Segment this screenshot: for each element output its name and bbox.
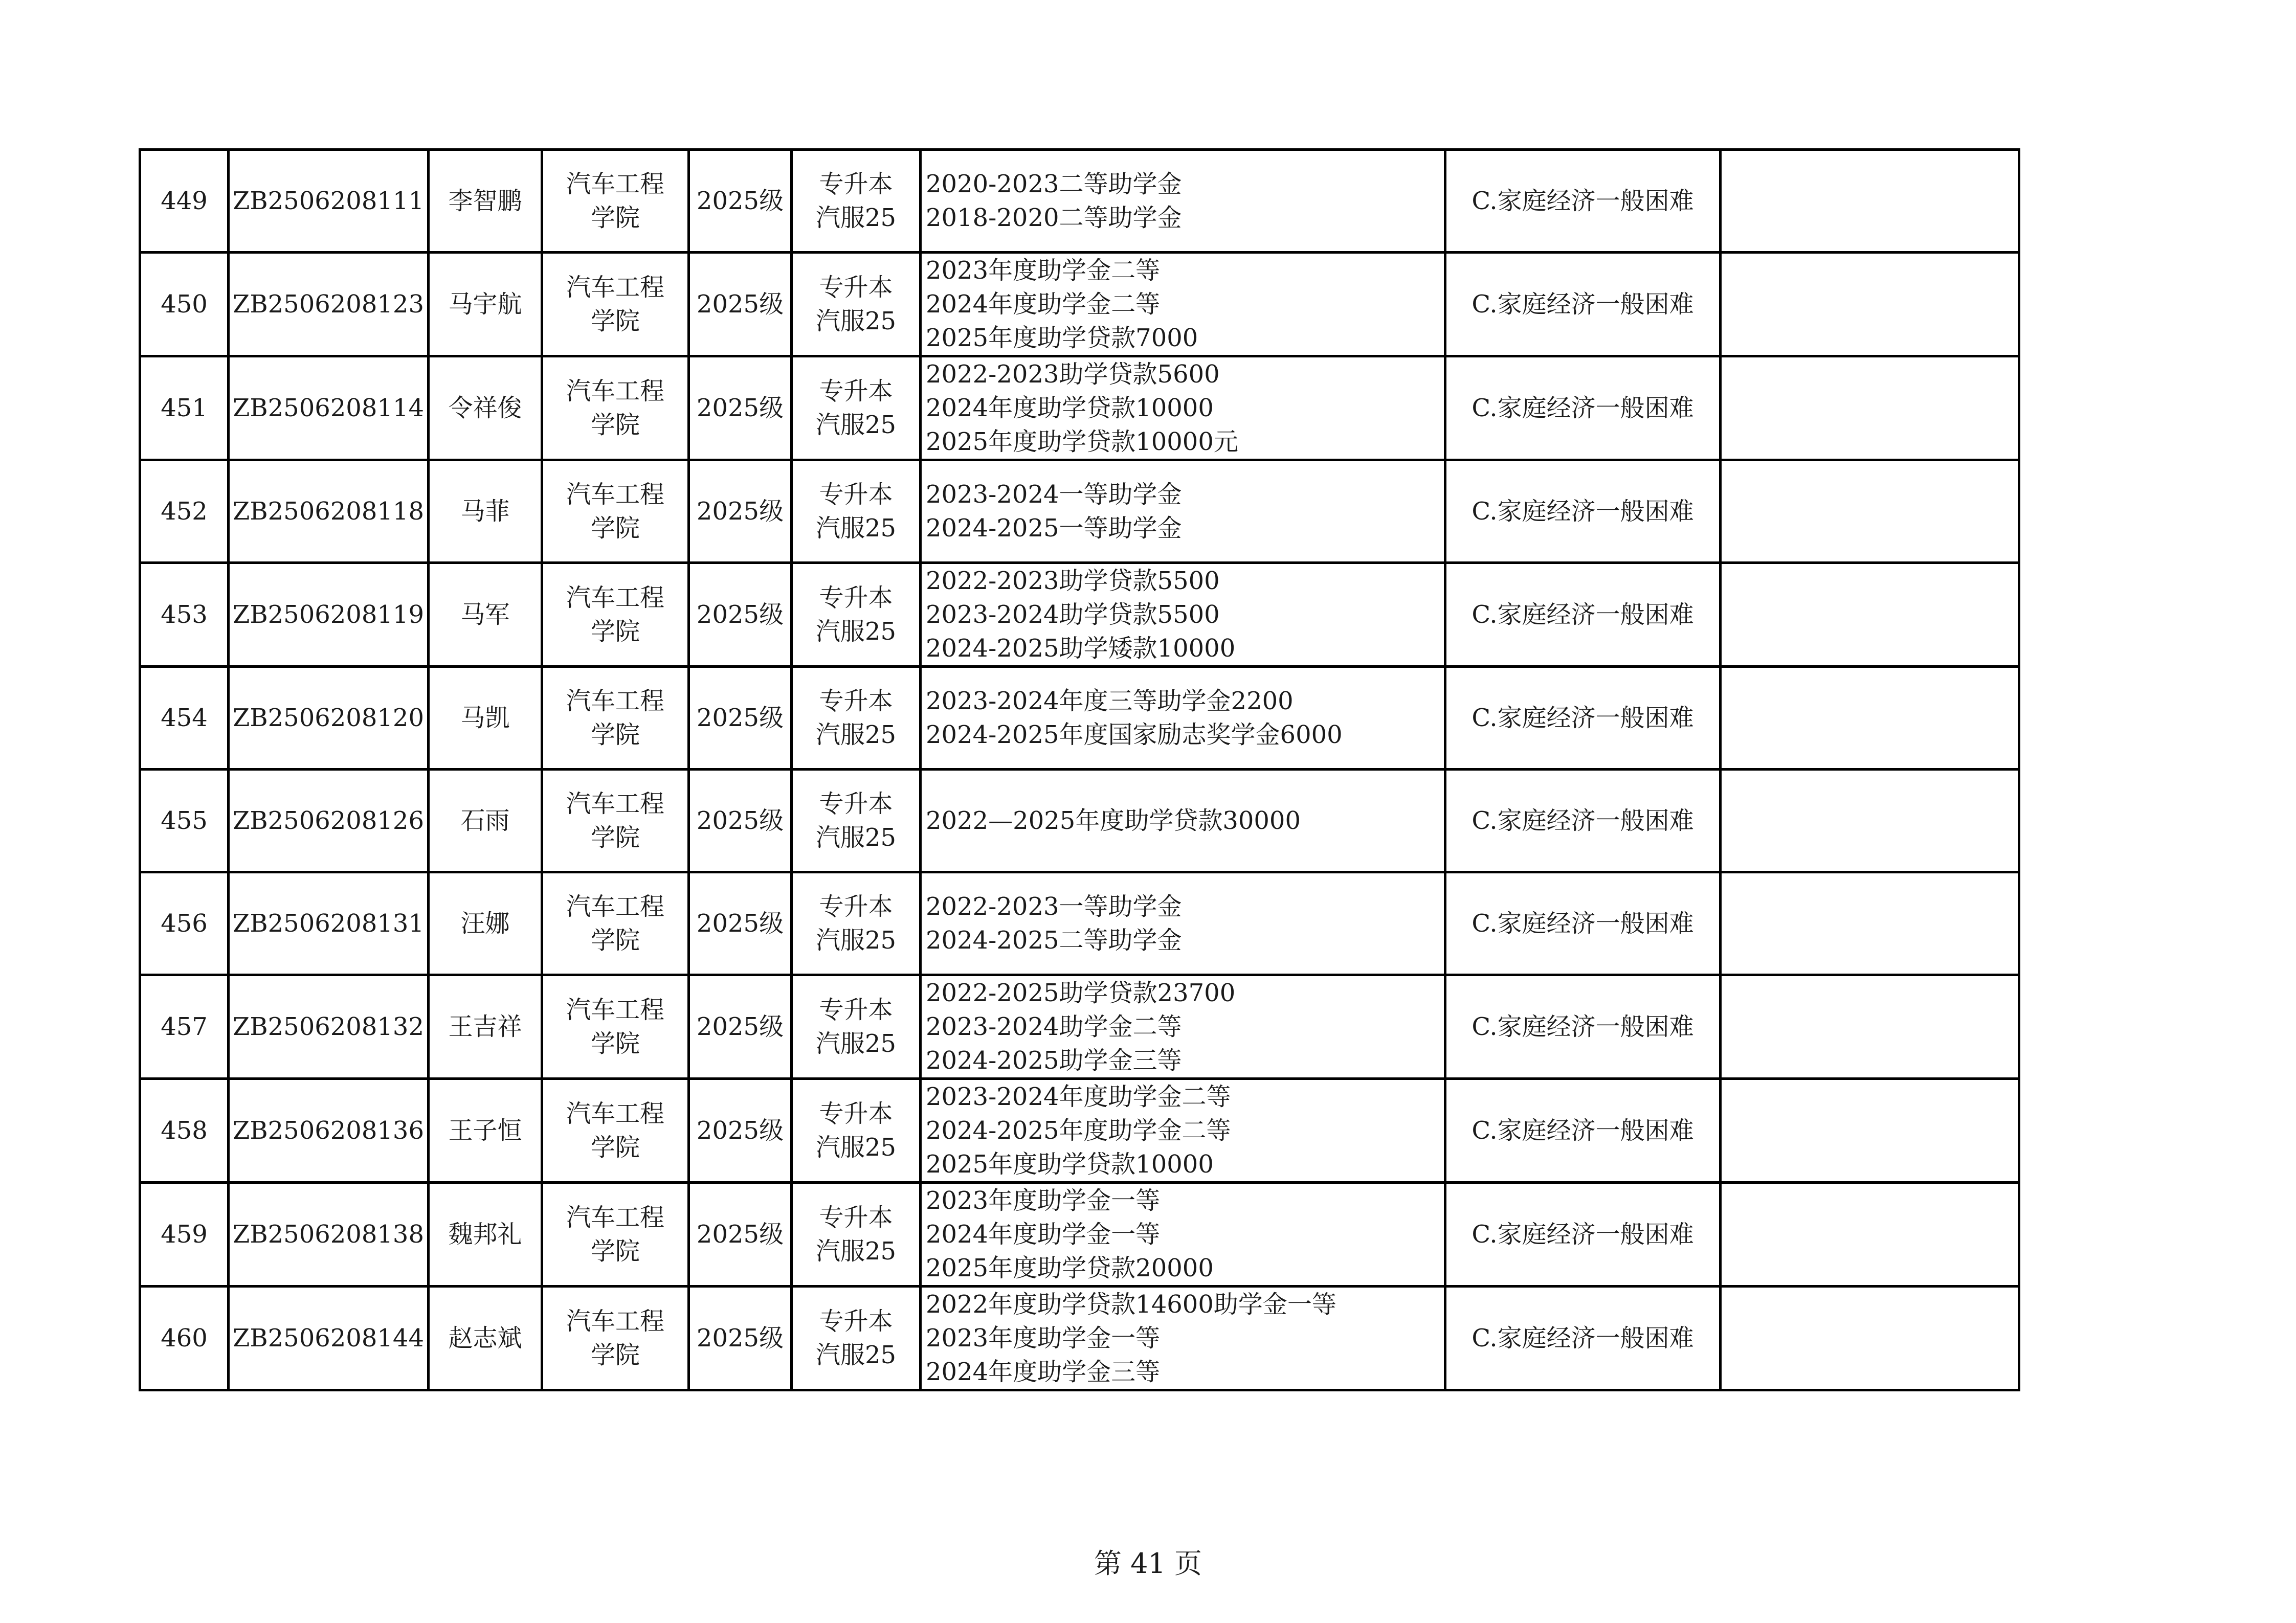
class-line: 专升本 bbox=[819, 583, 893, 612]
student-name-cell: 马军 bbox=[429, 563, 542, 667]
class-line: 专升本 bbox=[819, 790, 893, 818]
student-id-cell: ZB2506208131 bbox=[229, 872, 429, 975]
college-line: 汽车工程 bbox=[566, 377, 664, 405]
difficulty-level-cell: C.家庭经济一般困难 bbox=[1445, 770, 1721, 872]
class-line: 汽服25 bbox=[815, 1029, 897, 1058]
student-id-cell: ZB2506208111 bbox=[229, 150, 429, 253]
college-line: 学院 bbox=[590, 204, 640, 232]
roster-body bbox=[140, 150, 2019, 1390]
aid-history-cell bbox=[921, 667, 1445, 770]
class-line: 专升本 bbox=[819, 996, 893, 1024]
college-line: 学院 bbox=[590, 617, 640, 646]
serial-number-cell: 454 bbox=[140, 667, 229, 770]
grade-cell: 2025级 bbox=[689, 975, 792, 1079]
serial-number-cell: 452 bbox=[140, 460, 229, 563]
aid-history-line: 2023年度助学金二等 bbox=[926, 256, 1161, 285]
college-cell bbox=[542, 356, 689, 460]
college-line: 汽车工程 bbox=[566, 480, 664, 509]
college-line: 汽车工程 bbox=[566, 273, 664, 302]
grade-cell: 2025级 bbox=[689, 1183, 792, 1287]
class-line: 专升本 bbox=[819, 1099, 893, 1128]
college-line: 学院 bbox=[590, 1341, 640, 1369]
aid-history-line: 2022年度助学贷款14600助学金一等 bbox=[926, 1290, 1336, 1319]
aid-history-line: 2024-2025助学矮款10000 bbox=[926, 634, 1236, 663]
aid-history-cell bbox=[921, 356, 1445, 460]
class-cell bbox=[792, 975, 921, 1079]
class-line: 汽服25 bbox=[815, 720, 897, 749]
serial-number-cell: 458 bbox=[140, 1079, 229, 1183]
note-cell bbox=[1721, 460, 2019, 563]
class-line: 专升本 bbox=[819, 1203, 893, 1232]
aid-history-line: 2023-2024助学金二等 bbox=[926, 1012, 1182, 1041]
serial-number-cell: 455 bbox=[140, 770, 229, 872]
note-cell bbox=[1721, 975, 2019, 1079]
serial-number-cell: 457 bbox=[140, 975, 229, 1079]
student-name-cell: 马凯 bbox=[429, 667, 542, 770]
table-row bbox=[140, 563, 2019, 667]
table-row bbox=[140, 667, 2019, 770]
serial-number-cell: 459 bbox=[140, 1183, 229, 1287]
student-name-cell: 令祥俊 bbox=[429, 356, 542, 460]
note-cell bbox=[1721, 770, 2019, 872]
college-cell bbox=[542, 1287, 689, 1390]
note-cell bbox=[1721, 150, 2019, 253]
class-line: 专升本 bbox=[819, 480, 893, 509]
aid-history-line: 2023年度助学金一等 bbox=[926, 1186, 1161, 1215]
class-line: 汽服25 bbox=[815, 1341, 897, 1369]
aid-history-cell bbox=[921, 563, 1445, 667]
class-cell bbox=[792, 872, 921, 975]
student-id-cell: ZB2506208120 bbox=[229, 667, 429, 770]
student-id-cell: ZB2506208132 bbox=[229, 975, 429, 1079]
student-name-cell: 赵志斌 bbox=[429, 1287, 542, 1390]
table-row bbox=[140, 770, 2019, 872]
college-line: 汽车工程 bbox=[566, 1099, 664, 1128]
serial-number-cell: 460 bbox=[140, 1287, 229, 1390]
aid-history-line: 2023-2024一等助学金 bbox=[926, 480, 1182, 509]
grade-cell: 2025级 bbox=[689, 356, 792, 460]
difficulty-level-cell: C.家庭经济一般困难 bbox=[1445, 975, 1721, 1079]
difficulty-level-cell: C.家庭经济一般困难 bbox=[1445, 253, 1721, 356]
aid-history-cell bbox=[921, 975, 1445, 1079]
serial-number-cell: 451 bbox=[140, 356, 229, 460]
college-line: 学院 bbox=[590, 514, 640, 543]
aid-history-line: 2023-2024年度助学金二等 bbox=[926, 1083, 1231, 1111]
difficulty-level-cell: C.家庭经济一般困难 bbox=[1445, 563, 1721, 667]
table-row bbox=[140, 1079, 2019, 1183]
college-line: 学院 bbox=[590, 411, 640, 439]
student-id-cell: ZB2506208118 bbox=[229, 460, 429, 563]
student-name-cell: 魏邦礼 bbox=[429, 1183, 542, 1287]
aid-history-line: 2024年度助学金二等 bbox=[926, 290, 1161, 319]
table-row bbox=[140, 872, 2019, 975]
note-cell bbox=[1721, 253, 2019, 356]
difficulty-level-cell: C.家庭经济一般困难 bbox=[1445, 356, 1721, 460]
table-row bbox=[140, 975, 2019, 1079]
class-cell bbox=[792, 1183, 921, 1287]
aid-history-line: 2025年度助学贷款7000 bbox=[926, 324, 1198, 352]
grade-cell: 2025级 bbox=[689, 563, 792, 667]
difficulty-level-cell: C.家庭经济一般困难 bbox=[1445, 1287, 1721, 1390]
table-row bbox=[140, 253, 2019, 356]
table-row bbox=[140, 150, 2019, 253]
college-cell bbox=[542, 150, 689, 253]
college-line: 汽车工程 bbox=[566, 996, 664, 1024]
student-name-cell: 汪娜 bbox=[429, 872, 542, 975]
college-line: 学院 bbox=[590, 1133, 640, 1162]
difficulty-level-cell: C.家庭经济一般困难 bbox=[1445, 150, 1721, 253]
grade-cell: 2025级 bbox=[689, 253, 792, 356]
class-line: 专升本 bbox=[819, 687, 893, 715]
aid-history-line: 2022-2023助学贷款5600 bbox=[926, 360, 1220, 389]
aid-history-cell bbox=[921, 1287, 1445, 1390]
college-line: 汽车工程 bbox=[566, 1203, 664, 1232]
student-name-cell: 王吉祥 bbox=[429, 975, 542, 1079]
college-cell bbox=[542, 460, 689, 563]
aid-history-line: 2022-2023助学贷款5500 bbox=[926, 567, 1220, 595]
college-cell bbox=[542, 667, 689, 770]
grade-cell: 2025级 bbox=[689, 1079, 792, 1183]
aid-history-cell bbox=[921, 1079, 1445, 1183]
grade-cell: 2025级 bbox=[689, 770, 792, 872]
class-line: 汽服25 bbox=[815, 514, 897, 543]
college-line: 学院 bbox=[590, 307, 640, 335]
aid-history-cell bbox=[921, 150, 1445, 253]
class-cell bbox=[792, 1079, 921, 1183]
class-line: 汽服25 bbox=[815, 204, 897, 232]
aid-history-line: 2025年度助学贷款10000 bbox=[926, 1150, 1214, 1179]
class-cell bbox=[792, 356, 921, 460]
class-line: 专升本 bbox=[819, 892, 893, 921]
aid-history-line: 2024-2025二等助学金 bbox=[926, 926, 1182, 955]
college-cell bbox=[542, 872, 689, 975]
student-id-cell: ZB2506208114 bbox=[229, 356, 429, 460]
grade-cell: 2025级 bbox=[689, 667, 792, 770]
student-name-cell: 王子恒 bbox=[429, 1079, 542, 1183]
note-cell bbox=[1721, 1287, 2019, 1390]
college-cell bbox=[542, 563, 689, 667]
aid-history-line: 2018-2020二等助学金 bbox=[926, 204, 1182, 232]
aid-history-line: 2023年度助学金一等 bbox=[926, 1324, 1161, 1352]
aid-history-line: 2022—2025年度助学贷款30000 bbox=[926, 806, 1301, 835]
note-cell bbox=[1721, 563, 2019, 667]
class-line: 汽服25 bbox=[815, 926, 897, 955]
college-line: 汽车工程 bbox=[566, 790, 664, 818]
student-id-cell: ZB2506208119 bbox=[229, 563, 429, 667]
aid-history-line: 2022-2025助学贷款23700 bbox=[926, 979, 1236, 1007]
student-id-cell: ZB2506208144 bbox=[229, 1287, 429, 1390]
difficulty-level-cell: C.家庭经济一般困难 bbox=[1445, 1183, 1721, 1287]
aid-history-line: 2024-2025年度助学金二等 bbox=[926, 1116, 1231, 1145]
student-roster-table bbox=[139, 148, 2020, 1391]
class-line: 汽服25 bbox=[815, 1133, 897, 1162]
grade-cell: 2025级 bbox=[689, 150, 792, 253]
serial-number-cell: 449 bbox=[140, 150, 229, 253]
class-cell bbox=[792, 460, 921, 563]
class-line: 专升本 bbox=[819, 377, 893, 405]
difficulty-level-cell: C.家庭经济一般困难 bbox=[1445, 1079, 1721, 1183]
aid-history-line: 2025年度助学贷款10000元 bbox=[926, 427, 1238, 456]
college-line: 汽车工程 bbox=[566, 1307, 664, 1336]
class-line: 汽服25 bbox=[815, 411, 897, 439]
college-line: 学院 bbox=[590, 823, 640, 852]
table-row bbox=[140, 356, 2019, 460]
table-row bbox=[140, 1183, 2019, 1287]
aid-history-line: 2024-2025一等助学金 bbox=[926, 514, 1182, 543]
grade-cell: 2025级 bbox=[689, 1287, 792, 1390]
college-line: 学院 bbox=[590, 926, 640, 955]
aid-history-cell bbox=[921, 872, 1445, 975]
serial-number-cell: 456 bbox=[140, 872, 229, 975]
class-line: 汽服25 bbox=[815, 1237, 897, 1266]
aid-history-line: 2024年度助学金三等 bbox=[926, 1358, 1161, 1386]
class-line: 专升本 bbox=[819, 170, 893, 198]
class-cell bbox=[792, 770, 921, 872]
college-line: 汽车工程 bbox=[566, 687, 664, 715]
aid-history-line: 2024-2025助学金三等 bbox=[926, 1046, 1182, 1075]
aid-history-line: 2025年度助学贷款20000 bbox=[926, 1254, 1214, 1282]
student-id-cell: ZB2506208126 bbox=[229, 770, 429, 872]
college-cell bbox=[542, 1079, 689, 1183]
aid-history-cell bbox=[921, 1183, 1445, 1287]
college-cell bbox=[542, 770, 689, 872]
aid-history-cell bbox=[921, 460, 1445, 563]
aid-history-line: 2023-2024年度三等助学金2200 bbox=[926, 687, 1294, 715]
aid-history-line: 2022-2023一等助学金 bbox=[926, 892, 1182, 921]
difficulty-level-cell: C.家庭经济一般困难 bbox=[1445, 667, 1721, 770]
page-number: 第 41 页 bbox=[1094, 1547, 1202, 1580]
serial-number-cell: 450 bbox=[140, 253, 229, 356]
college-line: 学院 bbox=[590, 1237, 640, 1266]
aid-history-line: 2020-2023二等助学金 bbox=[926, 170, 1182, 198]
note-cell bbox=[1721, 356, 2019, 460]
college-cell bbox=[542, 975, 689, 1079]
college-line: 汽车工程 bbox=[566, 170, 664, 198]
college-line: 学院 bbox=[590, 720, 640, 749]
college-cell bbox=[542, 1183, 689, 1287]
college-line: 汽车工程 bbox=[566, 583, 664, 612]
grade-cell: 2025级 bbox=[689, 460, 792, 563]
college-line: 学院 bbox=[590, 1029, 640, 1058]
student-name-cell: 马宇航 bbox=[429, 253, 542, 356]
note-cell bbox=[1721, 667, 2019, 770]
difficulty-level-cell: C.家庭经济一般困难 bbox=[1445, 460, 1721, 563]
aid-history-cell bbox=[921, 253, 1445, 356]
class-cell bbox=[792, 563, 921, 667]
class-line: 汽服25 bbox=[815, 307, 897, 335]
difficulty-level-cell: C.家庭经济一般困难 bbox=[1445, 872, 1721, 975]
college-line: 汽车工程 bbox=[566, 892, 664, 921]
aid-history-line: 2024-2025年度国家励志奖学金6000 bbox=[926, 720, 1343, 749]
aid-history-line: 2023-2024助学贷款5500 bbox=[926, 600, 1220, 629]
roster-sheet bbox=[139, 148, 2018, 1391]
class-line: 专升本 bbox=[819, 1307, 893, 1336]
student-name-cell: 李智鹏 bbox=[429, 150, 542, 253]
class-cell bbox=[792, 1287, 921, 1390]
student-name-cell: 石雨 bbox=[429, 770, 542, 872]
table-row bbox=[140, 1287, 2019, 1390]
student-id-cell: ZB2506208138 bbox=[229, 1183, 429, 1287]
table-row bbox=[140, 460, 2019, 563]
aid-history-line: 2024年度助学金一等 bbox=[926, 1220, 1161, 1249]
note-cell bbox=[1721, 1079, 2019, 1183]
class-cell bbox=[792, 253, 921, 356]
aid-history-line: 2024年度助学贷款10000 bbox=[926, 394, 1214, 422]
college-cell bbox=[542, 253, 689, 356]
grade-cell: 2025级 bbox=[689, 872, 792, 975]
serial-number-cell: 453 bbox=[140, 563, 229, 667]
class-line: 汽服25 bbox=[815, 617, 897, 646]
note-cell bbox=[1721, 1183, 2019, 1287]
student-id-cell: ZB2506208136 bbox=[229, 1079, 429, 1183]
class-cell bbox=[792, 667, 921, 770]
aid-history-cell bbox=[921, 770, 1445, 872]
student-id-cell: ZB2506208123 bbox=[229, 253, 429, 356]
note-cell bbox=[1721, 872, 2019, 975]
student-name-cell: 马菲 bbox=[429, 460, 542, 563]
class-line: 汽服25 bbox=[815, 823, 897, 852]
class-line: 专升本 bbox=[819, 273, 893, 302]
class-cell bbox=[792, 150, 921, 253]
